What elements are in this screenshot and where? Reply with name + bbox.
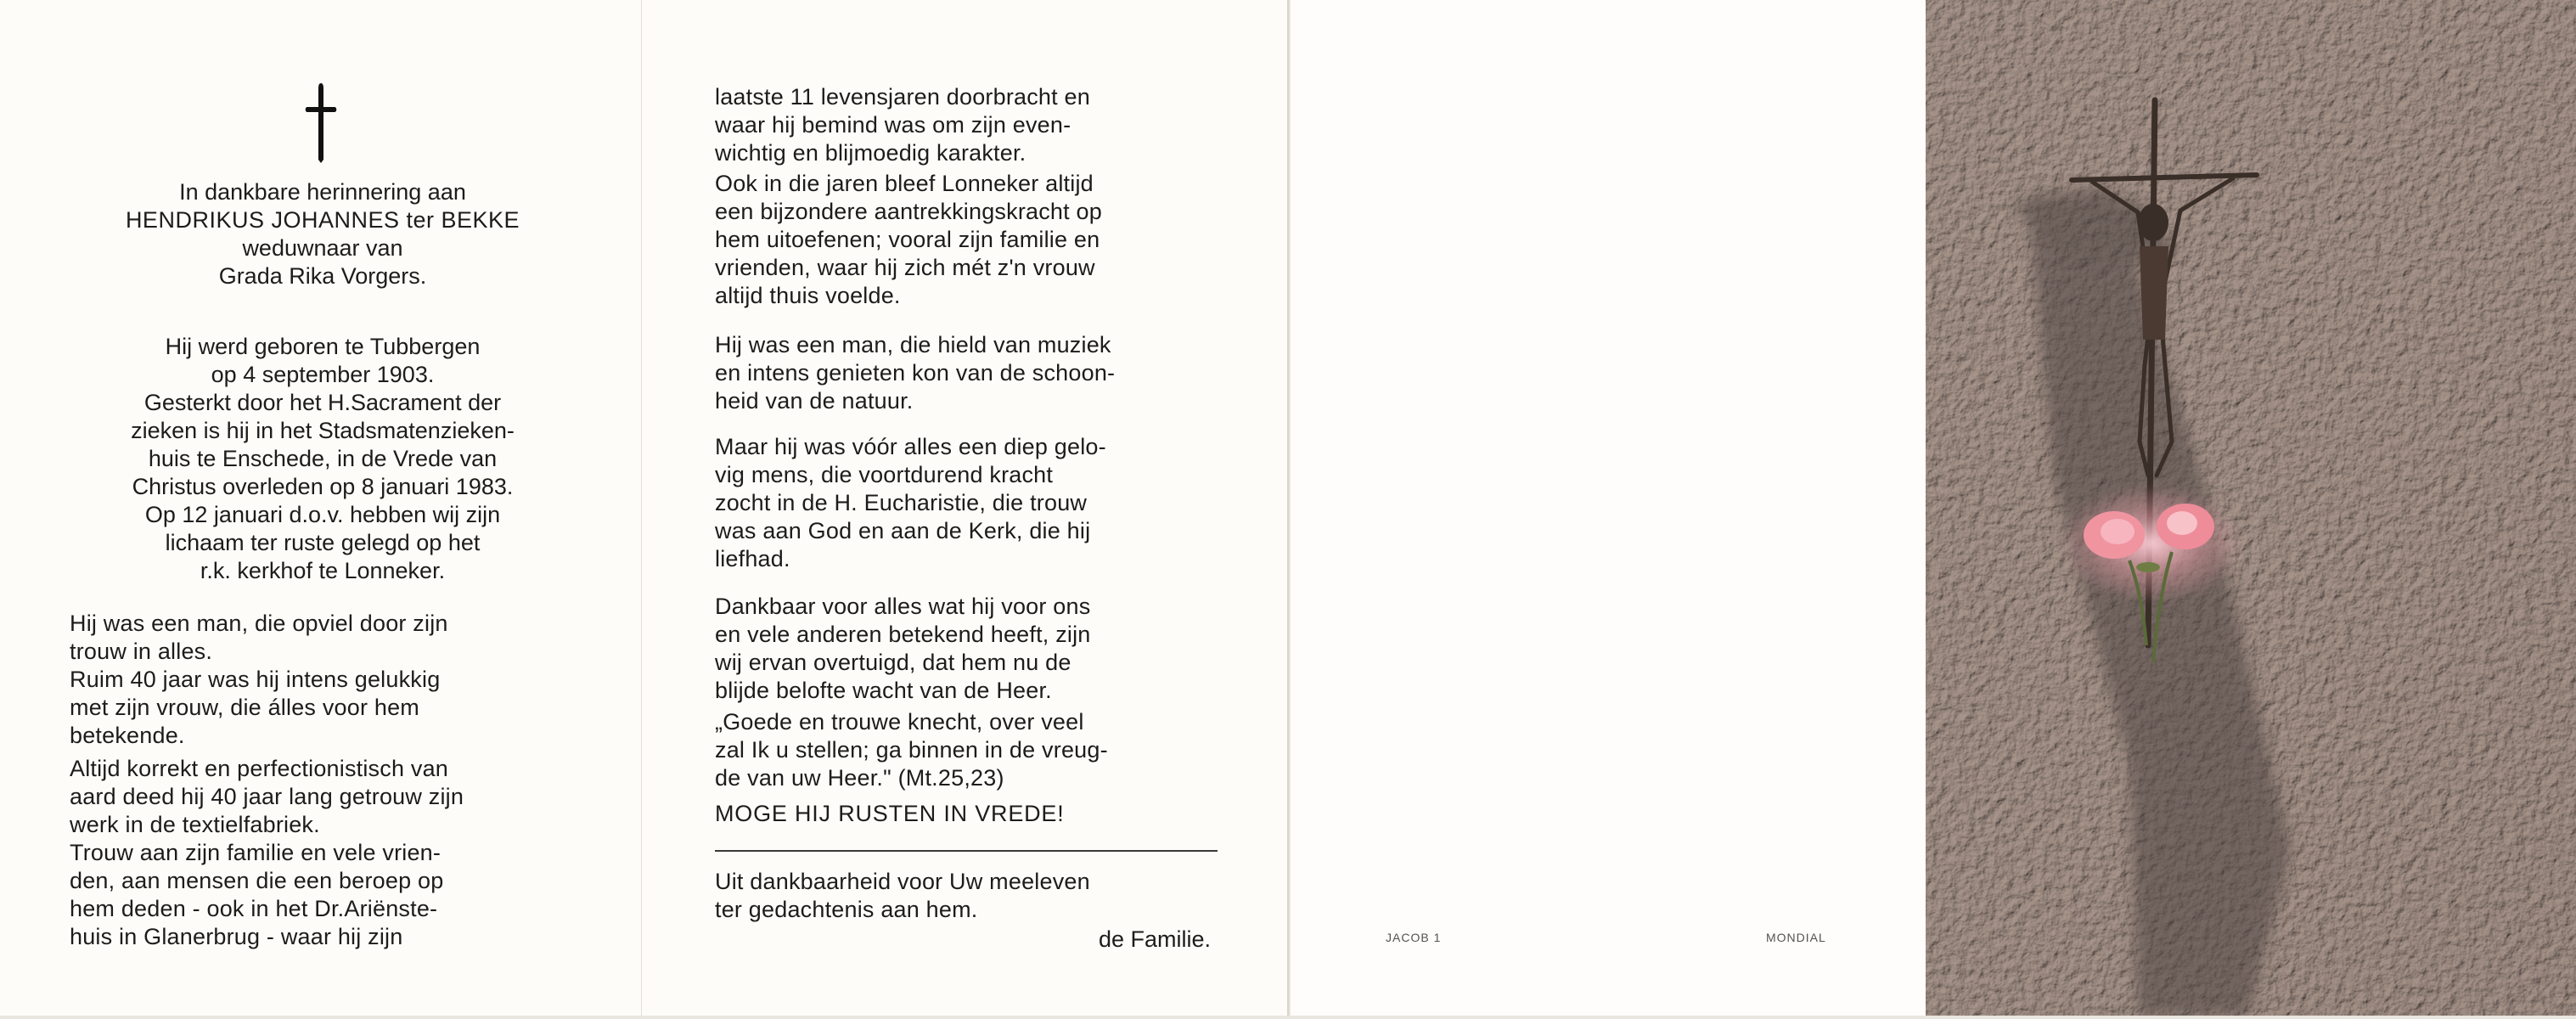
card-panel-text-continued <box>642 0 1289 1016</box>
text-line: en vele anderen betekend heeft, zijn <box>715 622 1091 647</box>
text-line: huis in Glanerbrug - waar hij zijn <box>70 924 403 949</box>
text-line: Altijd korrekt en perfectionistisch van <box>70 756 448 781</box>
text-line: den, aan mensen die een beroep op <box>70 868 444 893</box>
text-line: Gesterkt door het H.Sacrament der <box>143 390 502 415</box>
text-line: ter gedachtenis aan hem. <box>715 897 978 922</box>
text-line: werk in de textielfabriek. <box>70 812 320 837</box>
deceased-name: HENDRIKUS JOHANNES ter BEKKE <box>125 207 520 233</box>
paragraph-1 <box>715 83 1258 167</box>
thanks-block <box>715 868 1258 924</box>
text-line: Op 12 januari d.o.v. hebben wij zijn <box>144 502 501 527</box>
biography-block <box>70 610 596 951</box>
text-line: Hij was een man, die hield van muziek <box>715 332 1111 357</box>
text-line: betekende. <box>70 723 185 748</box>
latin-cross-icon <box>304 82 338 163</box>
text-line: huis te Enschede, in de Vrede van <box>148 446 498 471</box>
text-line: de van uw Heer." (Mt.25,23) <box>715 765 1004 791</box>
text-line: Christus overleden op 8 januari 1983. <box>132 474 514 499</box>
text-line: trouw in alles. <box>70 639 213 664</box>
text-line: heid van de natuur. <box>715 388 914 414</box>
text-line: Maar hij was vóór alles een diep gelo- <box>715 434 1106 459</box>
text-line: altijd thuis voelde. <box>715 283 901 308</box>
text-line: r.k. kerkhof te Lonneker. <box>200 558 446 583</box>
text-line: een bijzondere aantrekkingskracht op <box>715 199 1102 224</box>
text-line: waar hij bemind was om zijn even- <box>715 112 1071 138</box>
text-line: liefhad. <box>715 546 790 571</box>
text-line: zal Ik u stellen; ga binnen in de vreug- <box>715 737 1108 763</box>
text-line: Uit dankbaarheid voor Uw meeleven <box>715 869 1090 894</box>
crucifix-photo-image <box>1926 0 2576 1016</box>
text-line: wij ervan overtuigd, dat hem nu de <box>715 650 1071 675</box>
birth-death-block <box>51 333 594 585</box>
signature: de Familie. <box>1098 926 1211 952</box>
text-line: blijde belofte wacht van de Heer. <box>715 678 1052 703</box>
text-line: Hij was een man, die opviel door zijn <box>70 611 448 636</box>
text-line: wichtig en blijmoedig karakter. <box>715 140 1026 166</box>
paragraph-4 <box>715 433 1258 573</box>
text-line: Trouw aan zijn familie en vele vrien- <box>70 840 442 865</box>
text-line: Dankbaar voor alles wat hij voor ons <box>715 594 1091 619</box>
publisher-mark: MONDIAL <box>1766 931 1826 944</box>
text-line: vrienden, waar hij zich mét z'n vrouw <box>715 255 1095 280</box>
intro-line: weduwnaar van <box>242 235 403 261</box>
text-line: laatste 11 levensjaren doorbracht en <box>715 84 1090 110</box>
text-line: was aan God en aan de Kerk, die hij <box>715 518 1091 543</box>
text-line: „Goede en trouwe knecht, over veel <box>715 709 1084 735</box>
paragraph-2 <box>715 170 1258 310</box>
text-line: Ook in die jaren bleef Lonneker altijd <box>715 171 1094 196</box>
paragraph-3 <box>715 331 1258 415</box>
intro-line: In dankbare herinnering aan <box>179 179 466 205</box>
divider <box>715 850 1218 852</box>
text-line: met zijn vrouw, die álles voor hem <box>70 695 419 720</box>
print-code-left: JACOB 1 <box>1386 931 1442 944</box>
text-line: hem deden - ook in het Dr.Ariënste- <box>70 896 438 921</box>
bible-quote <box>715 708 1258 792</box>
intro-block <box>51 178 594 290</box>
text-line: zocht in de H. Eucharistie, die trouw <box>715 490 1088 515</box>
crucifix-with-roses-photo <box>1926 0 2576 1016</box>
prayer-line: MOGE HIJ RUSTEN IN VREDE! <box>715 801 1065 826</box>
card-panel-left <box>0 0 642 1016</box>
text-line: Hij werd geboren te Tubbergen <box>165 334 481 359</box>
text-line: en intens genieten kon van de schoon- <box>715 360 1116 386</box>
text-line: lichaam ter ruste gelegd op het <box>165 530 481 555</box>
text-line: Ruim 40 jaar was hij intens gelukkig <box>70 667 441 692</box>
text-line: hem uitoefenen; vooral zijn familie en <box>715 227 1100 252</box>
text-line: op 4 september 1903. <box>211 362 435 387</box>
spouse-name: Grada Rika Vorgers. <box>218 263 427 289</box>
text-line: vig mens, die voortdurend kracht <box>715 462 1054 487</box>
text-line: zieken is hij in het Stadsmatenzieken- <box>131 418 515 443</box>
paragraph-5 <box>715 593 1258 705</box>
text-line: aard deed hij 40 jaar lang getrouw zijn <box>70 784 464 809</box>
card-panel-blank <box>1291 0 1926 1016</box>
